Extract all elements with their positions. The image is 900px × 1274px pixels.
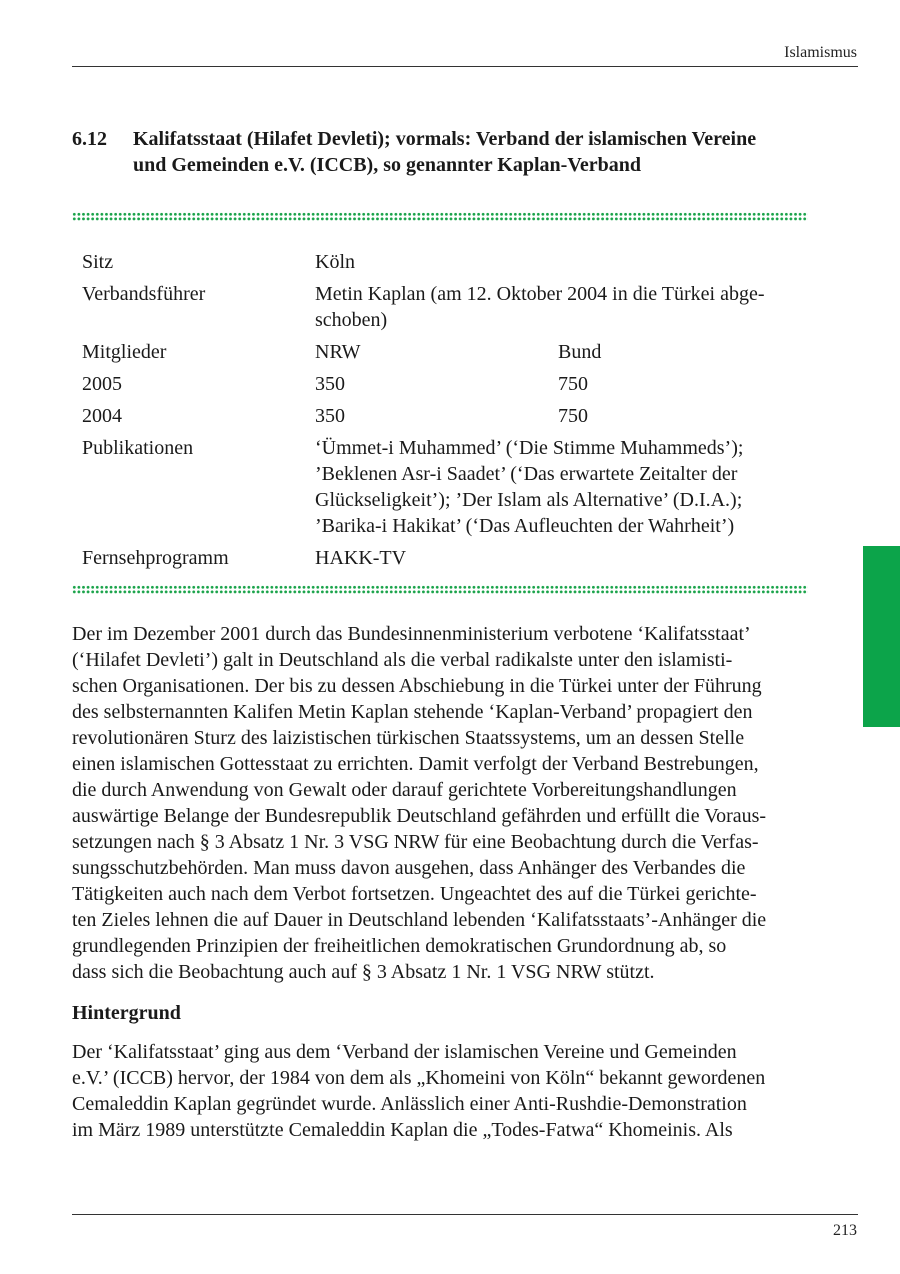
section-number: 6.12: [72, 128, 107, 150]
text-line: Tätigkeiten auch nach dem Verbot fortsetzen. Ungeachtet des auf die Türkei gerichte-: [72, 883, 757, 905]
text-line: Der im Dezember 2001 durch das Bundesinnenministerium verbotene ‘Kalifatsstaat’: [72, 623, 751, 645]
bund-value: 750: [558, 405, 588, 427]
fact-value: [315, 281, 802, 333]
text-line: im März 1989 unterstützte Cemaleddin Kaplan die „Todes-Fatwa“ Khomeinis. Als: [72, 1119, 733, 1141]
fact-row-year: [82, 403, 802, 429]
text-line: dass sich die Beobachtung auch auf § 3 Absatz 1 Nr. 1 VSG NRW stützt.: [72, 961, 655, 983]
text-line: des selbsternannten Kalifen Metin Kaplan stehende ‘Kaplan-Verband’ propagiert den: [72, 701, 753, 723]
dotted-divider-bottom: [72, 585, 808, 595]
year-label: 2005: [82, 373, 122, 395]
year-label: 2004: [82, 405, 122, 427]
text-line: grundlegenden Prinzipien der freiheitlichen demokratischen Grundordnung ab, so: [72, 935, 727, 957]
text-line: die durch Anwendung von Gewalt oder darauf gerichtete Vorbereitungshandlungen: [72, 779, 737, 801]
publication-line: Glückseligkeit’); ’Der Islam als Alternative’ (D.I.A.);: [315, 489, 743, 511]
publication-line: ‘Ümmet-i Muhammed’ (‘Die Stimme Muhammeds’);: [315, 437, 744, 459]
nrw-value: 350: [315, 405, 345, 427]
text-line: revolutionären Sturz des laizistischen türkischen Staatssystems, um an dessen Stelle: [72, 727, 745, 749]
text-line: setzungen nach § 3 Absatz 1 Nr. 3 VSG NRW für eine Beobachtung durch die Verfas-: [72, 831, 759, 853]
text-line: einen islamischen Gottesstaat zu errichten. Damit verfolgt der Verband Bestrebungen,: [72, 753, 759, 775]
text-line: ten Zieles lehnen die auf Dauer in Deutschland lebenden ‘Kalifatsstaats’-Anhänger die: [72, 909, 767, 931]
fact-row-publikationen: [82, 435, 802, 539]
fact-sheet: [82, 249, 802, 577]
column-header-nrw: NRW: [315, 341, 361, 363]
footer-rule: [72, 1214, 858, 1215]
dotted-divider-top: [72, 212, 808, 222]
publication-line: ’Beklenen Asr-i Saadet’ (‘Das erwartete Zeitalter der: [315, 463, 738, 485]
fact-row-fernsehprogramm: [82, 545, 802, 571]
nrw-value: 350: [315, 373, 345, 395]
fact-value-line: schoben): [315, 309, 388, 331]
fact-label: Sitz: [82, 251, 114, 273]
running-head: Islamismus: [784, 44, 857, 61]
body-paragraph-1: [72, 621, 812, 985]
fact-label: Verbandsführer: [82, 283, 206, 305]
text-line: e.V.’ (ICCB) hervor, der 1984 von dem als „Khomeini von Köln“ bekannt gewordenen: [72, 1067, 766, 1089]
subheading-hintergrund: Hintergrund: [72, 1002, 181, 1024]
body-paragraph-2: [72, 1039, 812, 1143]
fact-row-sitz: [82, 249, 802, 275]
section-title-line-2: und Gemeinden e.V. (ICCB), so genannter Kaplan-Verband: [133, 154, 642, 176]
fact-value: HAKK-TV: [315, 547, 407, 569]
fact-label: Mitglieder: [82, 341, 167, 363]
page-number: 213: [833, 1222, 857, 1239]
text-line: Der ‘Kalifatsstaat’ ging aus dem ‘Verband der islamischen Vereine und Gemeinden: [72, 1041, 737, 1063]
fact-row-year: [82, 371, 802, 397]
column-header-bund: Bund: [558, 341, 602, 363]
section-heading: [72, 126, 832, 178]
fact-value-line: Metin Kaplan (am 12. Oktober 2004 in die Türkei abge-: [315, 283, 765, 305]
fact-row-mitglieder: [82, 339, 802, 365]
chapter-tab-marker: [863, 546, 900, 727]
fact-value: [315, 435, 802, 539]
text-line: schen Organisationen. Der bis zu dessen Abschiebung in die Türkei unter der Führung: [72, 675, 762, 697]
header-rule: [72, 66, 858, 67]
fact-label: Fernsehprogramm: [82, 547, 229, 569]
fact-value: Köln: [315, 251, 355, 273]
text-line: sungsschutzbehörden. Man muss davon ausgehen, dass Anhänger des Verbandes die: [72, 857, 746, 879]
bund-value: 750: [558, 373, 588, 395]
fact-label: Publikationen: [82, 437, 194, 459]
fact-row-fuehrer: [82, 281, 802, 333]
text-line: auswärtige Belange der Bundesrepublik Deutschland gefährden und erfüllt die Voraus-: [72, 805, 767, 827]
text-line: Cemaleddin Kaplan gegründet wurde. Anlässlich einer Anti-Rushdie-Demonstration: [72, 1093, 747, 1115]
section-title-line-1: Kalifatsstaat (Hilafet Devleti); vormals: Verband der islamischen Vereine: [133, 128, 757, 150]
publication-line: ’Barika-i Hakikat’ (‘Das Aufleuchten der Wahrheit’): [315, 515, 735, 537]
text-line: (‘Hilafet Devleti’) galt in Deutschland als die verbal radikalste unter den islamisti-: [72, 649, 733, 671]
section-title: [133, 126, 832, 178]
